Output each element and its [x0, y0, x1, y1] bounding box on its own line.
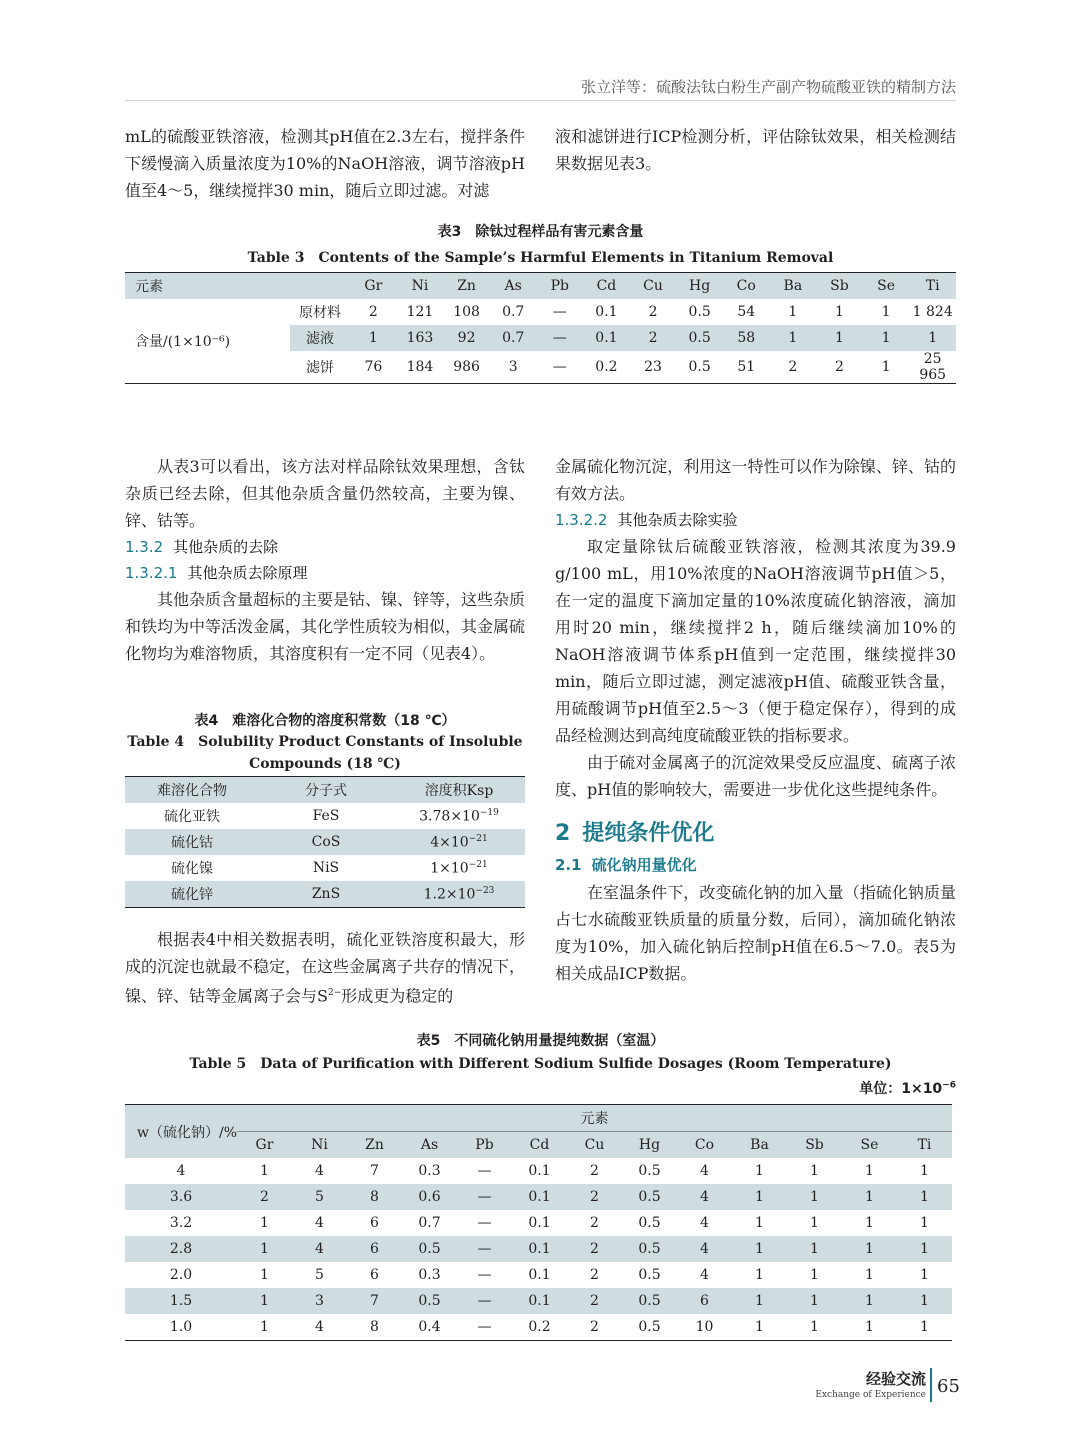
table3-col-header: Hg	[689, 278, 711, 294]
table3-col-header: Zn	[457, 278, 476, 294]
table-cell: 8	[370, 1319, 379, 1335]
table-cell: 54	[737, 304, 756, 320]
table-cell: 1	[835, 304, 844, 320]
table3-col-header: Cd	[596, 278, 617, 294]
table-cell: 1	[260, 1215, 269, 1231]
table-cell: 1	[865, 1319, 874, 1335]
table5-unit	[756, 1078, 956, 1098]
section-title: 其他杂质去除原理	[187, 564, 308, 582]
table-cell: 0.5	[638, 1189, 661, 1205]
table3-col-header: Gr	[364, 278, 383, 294]
table-cell: 986	[453, 359, 480, 375]
table-row	[125, 803, 525, 829]
unit-text: 单位：1×10	[859, 1081, 943, 1097]
section-heading-2	[555, 817, 956, 851]
table-cell: —	[477, 1189, 492, 1205]
table5-col-header: Sb	[805, 1137, 824, 1153]
table-cell: 0.7	[418, 1215, 441, 1231]
table-cell: 2	[590, 1163, 599, 1179]
ksp-exponent: −23	[475, 885, 495, 896]
table-cell: 4	[700, 1241, 709, 1257]
table5-col-header: Ni	[311, 1137, 328, 1153]
table-cell: CoS	[311, 834, 341, 850]
right-column	[555, 453, 956, 987]
table-cell: 0.5	[676, 325, 723, 351]
table3-col-header: Pb	[550, 278, 569, 294]
table3-row-name: 滤饼	[306, 360, 335, 376]
table-cell: 0.5	[638, 1163, 661, 1179]
table5-col-header: Pb	[475, 1137, 494, 1153]
table-cell: 0.5	[638, 1319, 661, 1335]
table-cell: 6	[370, 1241, 379, 1257]
table-row	[125, 1288, 952, 1314]
table-cell: 4	[700, 1267, 709, 1283]
paragraph: 取定量除钛后硫酸亚铁溶液，检测其浓度为39.9 g/100 mL，用10%浓度的NaOH溶液调节pH值＞5，在一定的温度下滴加定量的10%浓度硫化钠溶液，滴加用时20 min，继续搅拌2 h，随后继续滴加10%的NaOH溶液调节体系pH值到一定范围，继续搅拌30 min，随后立即过滤，测定滤液pH值、硫酸亚铁含量，用硫酸调节pH值至2.5～3（便于稳定保存），得到的成品经检测达到高纯度硫酸亚铁的指标要求。	[555, 537, 956, 745]
table3-col-header: Sb	[830, 278, 849, 294]
table-cell: 1	[865, 1241, 874, 1257]
table-cell: 1	[810, 1267, 819, 1283]
table-cell: 1	[755, 1241, 764, 1257]
table3-col-header: Ba	[783, 278, 803, 294]
table-cell: 1	[260, 1267, 269, 1283]
table-cell: 0.5	[638, 1293, 661, 1309]
table-cell: 4	[315, 1163, 324, 1179]
table-cell: 1	[810, 1293, 819, 1309]
table-cell: 1	[755, 1319, 764, 1335]
ksp-exponent: −21	[468, 859, 488, 870]
table-cell: 4	[315, 1215, 324, 1231]
table-cell: 1	[755, 1293, 764, 1309]
table-cell: 2	[835, 359, 844, 375]
table3	[125, 272, 956, 384]
footer-section-cn: 经验交流	[865, 1370, 926, 1388]
table-cell: 5	[315, 1189, 324, 1205]
table-cell: 7	[370, 1163, 379, 1179]
table-cell: 2	[630, 325, 677, 351]
table-row	[125, 881, 525, 908]
ksp-mantissa: 1.2×10	[423, 886, 476, 903]
table-cell: 1	[810, 1189, 819, 1205]
table3-col-header: As	[504, 278, 522, 294]
table-cell: ZnS	[311, 886, 341, 902]
table-cell: 0.1	[528, 1189, 551, 1205]
table-cell: 0.5	[638, 1241, 661, 1257]
section-heading-1-3-2-2	[555, 507, 956, 533]
table-row	[125, 1210, 952, 1236]
table5-w-cell: 1.0	[169, 1319, 193, 1335]
table5-col-header: Ba	[750, 1137, 769, 1153]
table5-w-cell: 2.8	[169, 1241, 193, 1257]
table5-w-cell: 3.2	[169, 1215, 193, 1231]
table-cell: 4	[315, 1241, 324, 1257]
table-cell: 0.5	[638, 1267, 661, 1283]
table-row	[125, 1158, 952, 1184]
table-cell	[393, 855, 525, 881]
table-cell: 1	[260, 1163, 269, 1179]
table-cell: 0.1	[528, 1267, 551, 1283]
text-run: 形成更为稳定的	[341, 986, 454, 1006]
table-cell: 1	[865, 1293, 874, 1309]
table-cell: 1	[920, 1241, 929, 1257]
table-cell: 1	[755, 1163, 764, 1179]
table-cell: 1	[909, 325, 956, 351]
table-cell: 2	[590, 1215, 599, 1231]
table-cell: 0.5	[688, 304, 711, 320]
section-title: 其他杂质去除实验	[617, 511, 738, 529]
table-cell: 1	[865, 1267, 874, 1283]
table-cell: 0.7	[502, 304, 525, 320]
table-cell: 硫化锌	[171, 887, 213, 903]
ksp-mantissa: 3.78×10	[419, 808, 480, 825]
table-cell: —	[477, 1319, 492, 1335]
table-cell	[393, 881, 525, 908]
text-run: 根据表4中相关数据表明，硫化亚铁溶度积最大，形成的沉淀也就最不稳定，在这些金属离子共存的情况下，镍、锌、钴等金属离子会与S	[125, 930, 526, 1006]
table-cell: 6	[370, 1267, 379, 1283]
header-rule	[125, 100, 956, 101]
table5-col-header: As	[420, 1137, 439, 1153]
table-cell: 1	[810, 1163, 819, 1179]
section-number: 1.3.2.1	[125, 564, 178, 582]
table-cell: 1	[755, 1189, 764, 1205]
paragraph: 由于硫对金属离子的沉淀效果受反应温度、硫离子浓度、pH值的影响较大，需要进一步优化这些提纯条件。	[555, 753, 956, 799]
superscript: 2−	[327, 988, 342, 998]
table-cell: 1	[920, 1293, 929, 1309]
table-cell: 2	[368, 304, 378, 320]
table-cell: 1	[865, 1163, 874, 1179]
table-cell: 108	[453, 304, 480, 320]
table3-row-name: 原材料	[299, 305, 342, 321]
top-left-paragraph: mL的硫酸亚铁溶液，检测其pH值在2.3左右，搅拌条件下缓慢滴入质量浓度为10%的NaOH溶液，调节溶液pH值至4～5，继续搅拌30 min，随后立即过滤。对滤	[125, 127, 525, 200]
mid-left-column	[125, 453, 525, 667]
table-cell: 1 824	[912, 304, 953, 320]
top-right-paragraph: 液和滤饼进行ICP检测分析，评估除钛效果，相关检测结果数据见表3。	[555, 127, 956, 173]
ksp-exponent: −19	[479, 807, 499, 818]
table5-caption-en: Table 5 Data of Purification with Different Sodium Sulfide Dosages (Room Temperature)	[189, 1056, 892, 1072]
running-title: 张立洋等：硫酸法钛白粉生产副产物硫酸亚铁的精制方法	[580, 78, 956, 96]
section-number: 1.3.2	[125, 538, 164, 556]
table-cell: 1	[920, 1189, 929, 1205]
table-cell: 3	[508, 359, 518, 375]
table-row	[125, 1262, 952, 1288]
table-cell: 6	[370, 1215, 379, 1231]
table-cell: 1	[260, 1293, 269, 1309]
table-cell: 0.4	[418, 1319, 441, 1335]
table-cell: 0.5	[638, 1215, 661, 1231]
table-cell: 0.6	[418, 1189, 441, 1205]
table4-col-header: 难溶化合物	[157, 783, 227, 799]
table-cell: 4	[700, 1215, 709, 1231]
table5-group-header-row	[125, 1105, 952, 1132]
table-cell: 1	[881, 304, 891, 320]
table-cell: 6	[700, 1293, 709, 1309]
table-cell: 2	[260, 1189, 269, 1205]
ksp-exponent: −21	[468, 833, 488, 844]
table-cell: 0.3	[418, 1163, 441, 1179]
bottom-left-paragraph	[125, 926, 525, 1009]
footer-section-en: Exchange of Experience	[815, 1390, 926, 1400]
table-cell: 121	[406, 304, 434, 320]
table-row	[125, 1314, 952, 1341]
table3-caption-cn: 表3 除钛过程样品有害元素含量	[437, 224, 644, 240]
table4-caption-cn: 表4 难溶化合物的溶度积常数（18 ℃）	[194, 713, 456, 729]
table5-row-header: w（硫化钠）/%	[137, 1124, 238, 1141]
table-cell	[393, 803, 525, 829]
table5-col-header: Hg	[638, 1137, 661, 1153]
table4-col-header: 分子式	[305, 783, 347, 799]
table-cell: 23	[644, 359, 662, 375]
table-cell: 7	[370, 1293, 379, 1309]
table-cell: 184	[406, 359, 434, 375]
table-cell: 1	[260, 1319, 269, 1335]
table-cell: 2	[590, 1293, 599, 1309]
table4-caption-en-2: Compounds (18 ℃)	[249, 756, 401, 772]
table3-col-header: Ni	[411, 278, 429, 294]
table-row	[125, 829, 525, 855]
table3-col-header: Ti	[925, 278, 940, 294]
table5-w-cell: 4	[176, 1163, 186, 1179]
table-cell: 25 965	[919, 351, 947, 383]
table4-col-header: 溶度积Ksp	[424, 783, 494, 799]
footer-divider	[930, 1368, 932, 1402]
table5-w-cell: 1.5	[169, 1293, 193, 1309]
section-heading-1-3-2-1	[125, 560, 525, 586]
table-cell: 1	[788, 304, 798, 320]
table-cell: 1	[810, 1241, 819, 1257]
table-cell: 0.1	[528, 1215, 551, 1231]
table-cell: 硫化亚铁	[164, 809, 220, 825]
table-cell: 1	[755, 1267, 764, 1283]
table-cell: 0.2	[595, 359, 618, 375]
table-cell	[393, 829, 525, 855]
table5-body	[125, 1158, 952, 1341]
table-cell: 1	[881, 359, 891, 375]
table-cell: 1	[920, 1215, 929, 1231]
paragraph: 在室温条件下，改变硫化钠的加入量（指硫化钠质量占七水硫酸亚铁质量的质量分数，后同），滴加硫化钠浓度为10%，加入硫化钠后控制pH值在6.5～7.0。表5为相关成品ICP数据。	[555, 883, 956, 983]
table5-header-row	[125, 1132, 952, 1159]
table5-group-header: 元素	[237, 1105, 952, 1132]
table-cell: 1	[920, 1163, 929, 1179]
table-cell: 4	[315, 1319, 324, 1335]
table3-header-row	[125, 273, 956, 300]
table3-header-label: 元素	[135, 279, 163, 295]
paragraph: 金属硫化物沉淀，利用这一特性可以作为除镍、锌、钴的有效方法。	[555, 457, 956, 503]
table-cell: 0.1	[583, 325, 630, 351]
table-row	[125, 1184, 952, 1210]
table-cell: 58	[723, 325, 770, 351]
table-row	[125, 299, 956, 325]
table-cell: FeS	[312, 808, 340, 824]
table-cell: 0.5	[688, 359, 711, 375]
table3-col-header: Cu	[643, 278, 663, 294]
table5-col-header: Zn	[365, 1137, 384, 1153]
table-cell: 1	[865, 1189, 874, 1205]
table-cell: —	[477, 1163, 492, 1179]
table-cell: 1	[350, 325, 397, 351]
ksp-mantissa: 4×10	[430, 834, 469, 851]
table-cell: 1	[260, 1241, 269, 1257]
section-number: 2	[555, 821, 571, 846]
table-cell: 10	[695, 1319, 714, 1335]
table-cell: —	[477, 1215, 492, 1231]
table-cell: 1	[863, 325, 910, 351]
table3-row-group-label: 含量/(1×10⁻⁶)	[135, 334, 231, 350]
table-row	[125, 1236, 952, 1262]
paragraph: 从表3可以看出，该方法对样品除钛效果理想，含钛杂质已经去除，但其他杂质含量仍然较高，主要为镍、锌、钴等。	[125, 457, 525, 530]
table5-caption-cn: 表5 不同硫化钠用量提纯数据（室温）	[416, 1033, 665, 1049]
table-cell: —	[537, 325, 584, 351]
table-cell: 1	[810, 1319, 819, 1335]
table-cell: 0.5	[418, 1241, 441, 1257]
table-cell: 0.5	[418, 1293, 441, 1309]
table-cell: 4	[700, 1189, 709, 1205]
table-cell: 3	[315, 1293, 324, 1309]
table5-w-cell: 3.6	[169, 1189, 193, 1205]
table-cell: 5	[315, 1267, 324, 1283]
table5-col-header: Cu	[584, 1137, 605, 1153]
table-cell: 0.7	[490, 325, 537, 351]
table5-col-header: Co	[694, 1137, 715, 1153]
table3-row-name: 滤液	[290, 325, 350, 351]
table-cell: 0.1	[528, 1241, 551, 1257]
table5	[125, 1104, 952, 1341]
table-cell: 1	[920, 1267, 929, 1283]
table-cell: 2	[590, 1319, 599, 1335]
table-cell: 4	[700, 1163, 709, 1179]
table-cell: 0.2	[528, 1319, 551, 1335]
table-cell: 硫化镍	[171, 861, 213, 877]
table-cell: —	[552, 304, 567, 320]
table4-header-row	[125, 777, 525, 804]
table3-col-header: Se	[877, 278, 896, 294]
table-cell: 0.1	[528, 1163, 551, 1179]
table-cell: —	[477, 1241, 492, 1257]
table-cell: 0.1	[595, 304, 618, 320]
table3-col-header: Co	[736, 278, 756, 294]
section-title: 提纯条件优化	[582, 821, 715, 846]
table-cell: 1	[816, 325, 863, 351]
table-cell: 2	[788, 359, 798, 375]
table-cell: 硫化钴	[171, 835, 213, 851]
paragraph: 其他杂质含量超标的主要是钴、镍、锌等，这些杂质和铁均为中等活泼金属，其化学性质较为相似，其金属硫化物均为难溶物质，其溶度积有一定不同（见表4）。	[125, 590, 526, 663]
table-cell: 2	[590, 1267, 599, 1283]
section-number: 2.1	[555, 856, 582, 874]
table-row	[125, 855, 525, 881]
table-cell: —	[552, 359, 567, 375]
table4	[125, 776, 525, 908]
table-cell: —	[477, 1293, 492, 1309]
table-cell: NiS	[312, 860, 340, 876]
table-cell: 0.1	[528, 1293, 551, 1309]
table-cell: 1	[810, 1215, 819, 1231]
ksp-mantissa: 1×10	[430, 860, 469, 877]
table-cell: 8	[370, 1189, 379, 1205]
table-cell: 51	[737, 359, 756, 375]
table-cell: 76	[364, 359, 383, 375]
table-cell: 1	[755, 1215, 764, 1231]
table-cell: 1	[770, 325, 817, 351]
section-heading-1-3-2	[125, 534, 525, 560]
table-cell: 163	[397, 325, 444, 351]
section-heading-2-1	[555, 851, 956, 879]
table-cell: —	[477, 1267, 492, 1283]
table-cell: 92	[443, 325, 490, 351]
table5-w-cell: 2.0	[169, 1267, 193, 1283]
table-cell: 2	[590, 1241, 599, 1257]
table4-caption-en-1: Table 4 Solubility Product Constants of Insoluble	[127, 734, 523, 750]
table-cell: 2	[648, 304, 658, 320]
table5-col-header: Cd	[529, 1137, 550, 1153]
table-cell: 1	[865, 1215, 874, 1231]
table5-col-header: Ti	[917, 1137, 932, 1153]
table3-caption-en: Table 3 Contents of the Sample’s Harmful Elements in Titanium Removal	[247, 250, 834, 266]
section-title: 硫化钠用量优化	[591, 856, 697, 874]
unit-exponent: −6	[942, 1080, 956, 1091]
table5-col-header: Gr	[255, 1137, 274, 1153]
table5-col-header: Se	[860, 1137, 879, 1153]
table-cell: 2	[590, 1189, 599, 1205]
section-title: 其他杂质的去除	[173, 538, 279, 556]
table-cell: 0.3	[418, 1267, 441, 1283]
table-cell: 1	[920, 1319, 929, 1335]
section-number: 1.3.2.2	[555, 511, 608, 529]
page-number: 65	[937, 1376, 960, 1397]
